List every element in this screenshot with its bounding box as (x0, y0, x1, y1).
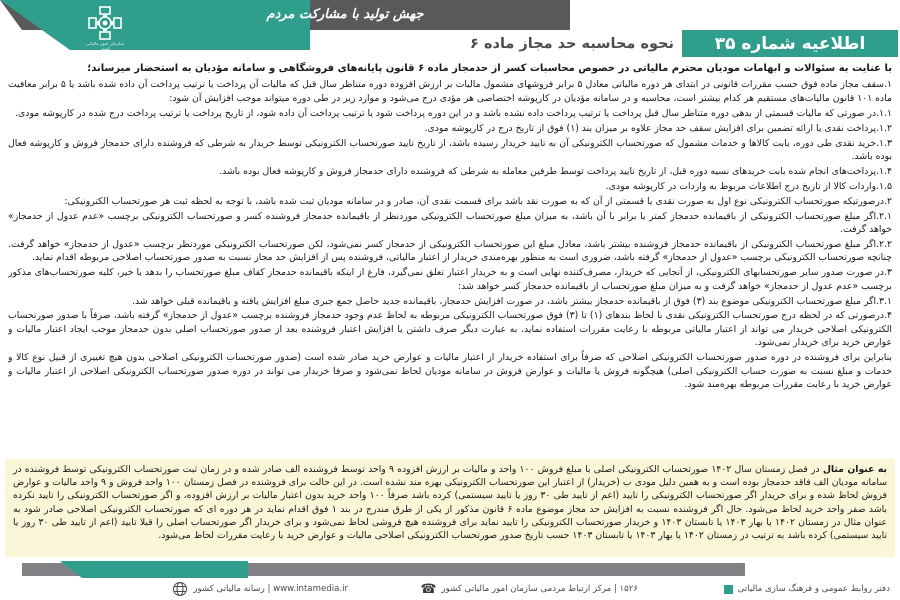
clause-3: ۳.در صورت صدور سایر صورتحسابهای الکترونیکی، از آنجایی که خریدار، مصرف‌کننده نهایی است و به خریدار اعتبار تعلق نمی‌گیرد، فارغ از اینکه باقیمانده حدمجاز کفاف مبلغ صورتحساب را بدهد یا خیر، کلیه صورتحساب‌های مذکور برچسب «عدم عدول از حدمجاز» خواهد گرفت و به میزان مبلغ صورتحساب از باقیمانده حدمجاز کسر خواهد شد: (8, 267, 892, 292)
clause-2-2: ۲.۲.اگر مبلغ صورتحساب الکترونیکی از باقیمانده حدمجاز فروشنده بیشتر باشد، معادل مبلغ این صورتحساب الکترونیکی از حدمجاز کسر نمی‌شود، لکن صورتحساب الکترونیکی موردنظر برچسب «عدول از حدمجاز» خواهد گرفت. چنانچه صورتحساب الکترونیکی برچسب «عدول از حدمجاز» گرفته باشد، ضروری است به منظور بهره‌مندی خریدار از اعتبار مالیاتی، فروشنده پس از افزایش حد مجاز نسبت به صدور صورتحساب اصلاحی مربوطه اقدام نماید. (8, 238, 892, 264)
footer-web[interactable] (172, 581, 348, 597)
footer-row (0, 579, 900, 599)
clause-2-1: ۲.۱.اگر مبلغ صورتحساب الکترونیکی از باقیمانده حدمجاز کمتر یا برابر با آن باشد، به میزان مبلغ صورتحساب الکترونیکی موردنظر از باقیمانده حدمجاز فروشنده کسر و صورتحساب الکترونیکی برچسب «عدم عدول از حدمجاز» خواهد گرفت. (8, 210, 892, 235)
phone-label: ۱۵۲۶ | مرکز ارتباط مردمی سازمان امور مالیاتی کشور (441, 584, 638, 594)
notice-subtitle: نحوه محاسبه حد مجاز ماده ۶ (470, 35, 674, 52)
clause-4-note: بنابراین برای فروشنده در دوره صدور صورتحساب الکترونیکی اصلاحی که صرفاً برای استفاده خریدار از اعتبار مالیات و عوارض خرید صادر شده است (صدور صورتحساب الکترونیکی اصلاحی بدون هیچ تغییری از قبیل نوع کالا و خدمات و مبلغ نسبت به صورت حساب الکترونیکی اصلی) هیچگونه فروش یا مالیات و عوارض فروش در سامانه مودیان لحاظ نمی‌شود و صرفا خریدار می تواند در دوره صدور صورتحساب الکترونیکی اصلاحی از اعتبار مالیات و عوارض خرید با رعایت مقررات مربوطه بهره‌مند شود. (8, 352, 892, 390)
notice-body (8, 62, 892, 456)
notice-number-badge: اطلاعیه شماره ۳۵ (682, 30, 898, 57)
example-box (5, 459, 895, 557)
footer-teal-bar (60, 561, 248, 578)
clause-1: ۱.سقف مجاز ماده فوق حسب مقررات قانونی در ابتدای هر دوره مالیاتی معادل ۵ برابر فروشهای مشمول مالیات بر ارزش افزوده دوره متناظر سال قبل که مالیات آن پرداخت یا ترتیب پرداخت آن داده شده باشد یا ۵ برابر معافیت ماده ۱۰۱ قانون مالیات‌های مستقیم هر کدام بیشتر است، محاسبه و در سامانه مؤدیان در کارپوشه اختصاصی هر مؤدی درج می‌شود و موارد زیر در طی دوره میتواند موجب افزایش آن شود: (8, 79, 892, 104)
intro-line: با عنایت به سئوالات و ابهامات مودیان محترم مالیاتی در خصوص محاسبات کسر از حدمجاز ماده ۶ قانون پایانه‌های فروشگاهی و سامانه مؤدیان به استحضار میرساند؛ (87, 63, 892, 74)
office-label: دفتر روابط عمومی و فرهنگ سازی مالیاتی (737, 584, 890, 594)
clause-4: ۴.درصورتی که در لحظه درج صورتحساب الکترونیکی نقدی با لحاظ بندهای (۱) تا (۳) فوق صورتحساب الکترونیکی مربوطه به لحاظ عدم وجود حدمجاز فروشنده برچسب «عدول از حدمجاز» گرفته باشد، صرفاً با صدور صورتحساب الکترونیکی اصلاحی خریدار می تواند از اعتبار مالیاتی مربوطه با رعایت مقررات استفاده نماید. به عبارت دیگر صرف داشتن یا افزایش اعتبار فروشنده بعد از صدور صورتحساب اصلی بدون حدمجاز موجب ایجاد اعتبار مالیات و عوارض خرید برای خریدار نمی‌شود. (8, 310, 892, 349)
logo-caption: سازمان امور مالیاتی کشور (85, 42, 125, 52)
example-lead: به عنوان مثال (822, 464, 887, 475)
example-text: در فصل زمستان سال ۱۴۰۲ صورتحساب الکترونیکی اصلی با مبلغ فروش ۱۰۰ واحد و مالیات بر ارزش افزوده ۹ واحد توسط فروشنده الف صادر شده و در زمان ثبت صورتحساب الکترونیکی توسط فروشنده در سامانه مودیان الف فاقد حدمجاز بوده است و به همین دلیل مودی ب (خریدار) از اعتبار این صورتحساب الکترونیکی بهره مند نشده است. در این حالت برای فروشنده در فصل زمستان ۱۰۰ واحد فروش و ۹ واحد مالیات و عوارض فروش لحاظ شده و برای خریدار اگر صورتحساب الکترونیکی را تایید (اعم از تایید طی ۳۰ روز یا تایید سیستمی) کرده باشد صرفاً ۱۰۰ واحد خرید بدون اعتبار مالیات بر ارزش افزوده، و اگر صورتحساب الکترونیکی را تایید نکرده باشد صفر واحد خرید لحاظ می‌شود. حال اگر فروشنده نسبت به افزایش حد مجاز موضوع ماده ۶ قانون مذکور از یکی از طرق مندرج در بند ۱ فوق اقدام نماید در هر دوره ای که صورتحساب الکترونیکی اصلاحی صادر شود به عنوان مثال در زمستان ۱۴۰۲ یا بهار ۱۴۰۳ یا تابستان ۱۴۰۳ و خریدار صورتحساب الکترونیکی را تایید نماید برای فروشنده هیچ فروشی لحاظ نمی‌شود و برای خریدار اگر صورتحساب اصلی را قبلا تایید (اعم از تایید طی ۳۰ روز یا تایید سیستمی) کرده باشد به ترتیب در زمستان ۱۴۰۲ یا بهار ۱۴۰۳ یا تابستان ۱۴۰۳ حسب تاریخ صدور صورتحساب الکترونیکی اصلاحی مالیات و عوارض خرید با رعایت مقررات لحاظ می‌شود. (13, 464, 887, 542)
phone-icon: ☎ (420, 581, 437, 597)
clause-1-5: ۱.۵.واردات کالا از تاریخ درج اطلاعات مربوط به واردات در کارپوشه مودی. (605, 180, 892, 192)
clause-1-4: ۱.۴.پرداخت‌های انجام شده بابت خریدهای نسیه دوره قبل، از تاریخ تایید پرداخت توسط طرفین معامله به شرطی که فروشنده دارای حدمجاز فروش و کارپوشه فعال بوده باشد. (219, 165, 892, 177)
office-square-icon (724, 585, 733, 594)
clause-1-3: ۱.۳.خرید نقدی طی دوره، بابت کالاها و خدمات مشمول که صورتحساب الکترونیکی آن به تایید خریدار رسیده باشد، از تاریخ تایید صورتحساب الکترونیکی توسط خریدار به شرطی که فروشنده دارای حدمجاز فروش و کارپوشه فعال بوده باشد. (8, 137, 892, 162)
clause-2: ۲.درصورتیکه صورتحساب الکترونیکی نوع اول به صورت نقدی یا قسمتی از آن که به صورت نقد باشد برای قسمت نقدی آن، صادر و در سامانه مودیان ثبت شده باشد، با توجه به لحظه ثبت هر صورتحساب الکترونیکی: (64, 195, 892, 207)
globe-icon (172, 581, 188, 597)
footer-office (724, 584, 890, 594)
footer-phone (420, 583, 638, 596)
clause-1-1: ۱.۱.در صورتی که مالیات قسمتی از بدهی دوره متناظر سال قبل پرداخت یا ترتیب پرداخت داده نشده باشد و در این دوره پرداخت شود یا ترتیب پرداخت آن داده شود، از تاریخ پرداخت یا ترتیب پرداخت درج شده در کارپوشه مودی. (15, 107, 892, 119)
year-slogan: جهش تولید با مشارکت مردم (266, 7, 424, 22)
title-row (0, 30, 900, 58)
clause-1-2: ۱.۲.پرداخت نقدی یا ارائه تضمین برای افزایش سقف حد مجاز علاوه بر میزان بند (۱) فوق از تاریخ درج در کارپوشه مودی. (424, 122, 892, 134)
clause-3-1: ۳.۱.اگر مبلغ صورتحساب الکترونیکی موضوع بند (۳) فوق از باقیمانده حدمجاز بیشتر باشد، در صورت افزایش حدمجاز، باقیمانده جدید حاصل جمع جبری مبلغ افزایش یافته و باقیمانده قبلی خواهد شد. (132, 295, 892, 307)
website-label[interactable]: www.intamedia.ir | رسانه مالیاتی کشور (193, 584, 348, 594)
